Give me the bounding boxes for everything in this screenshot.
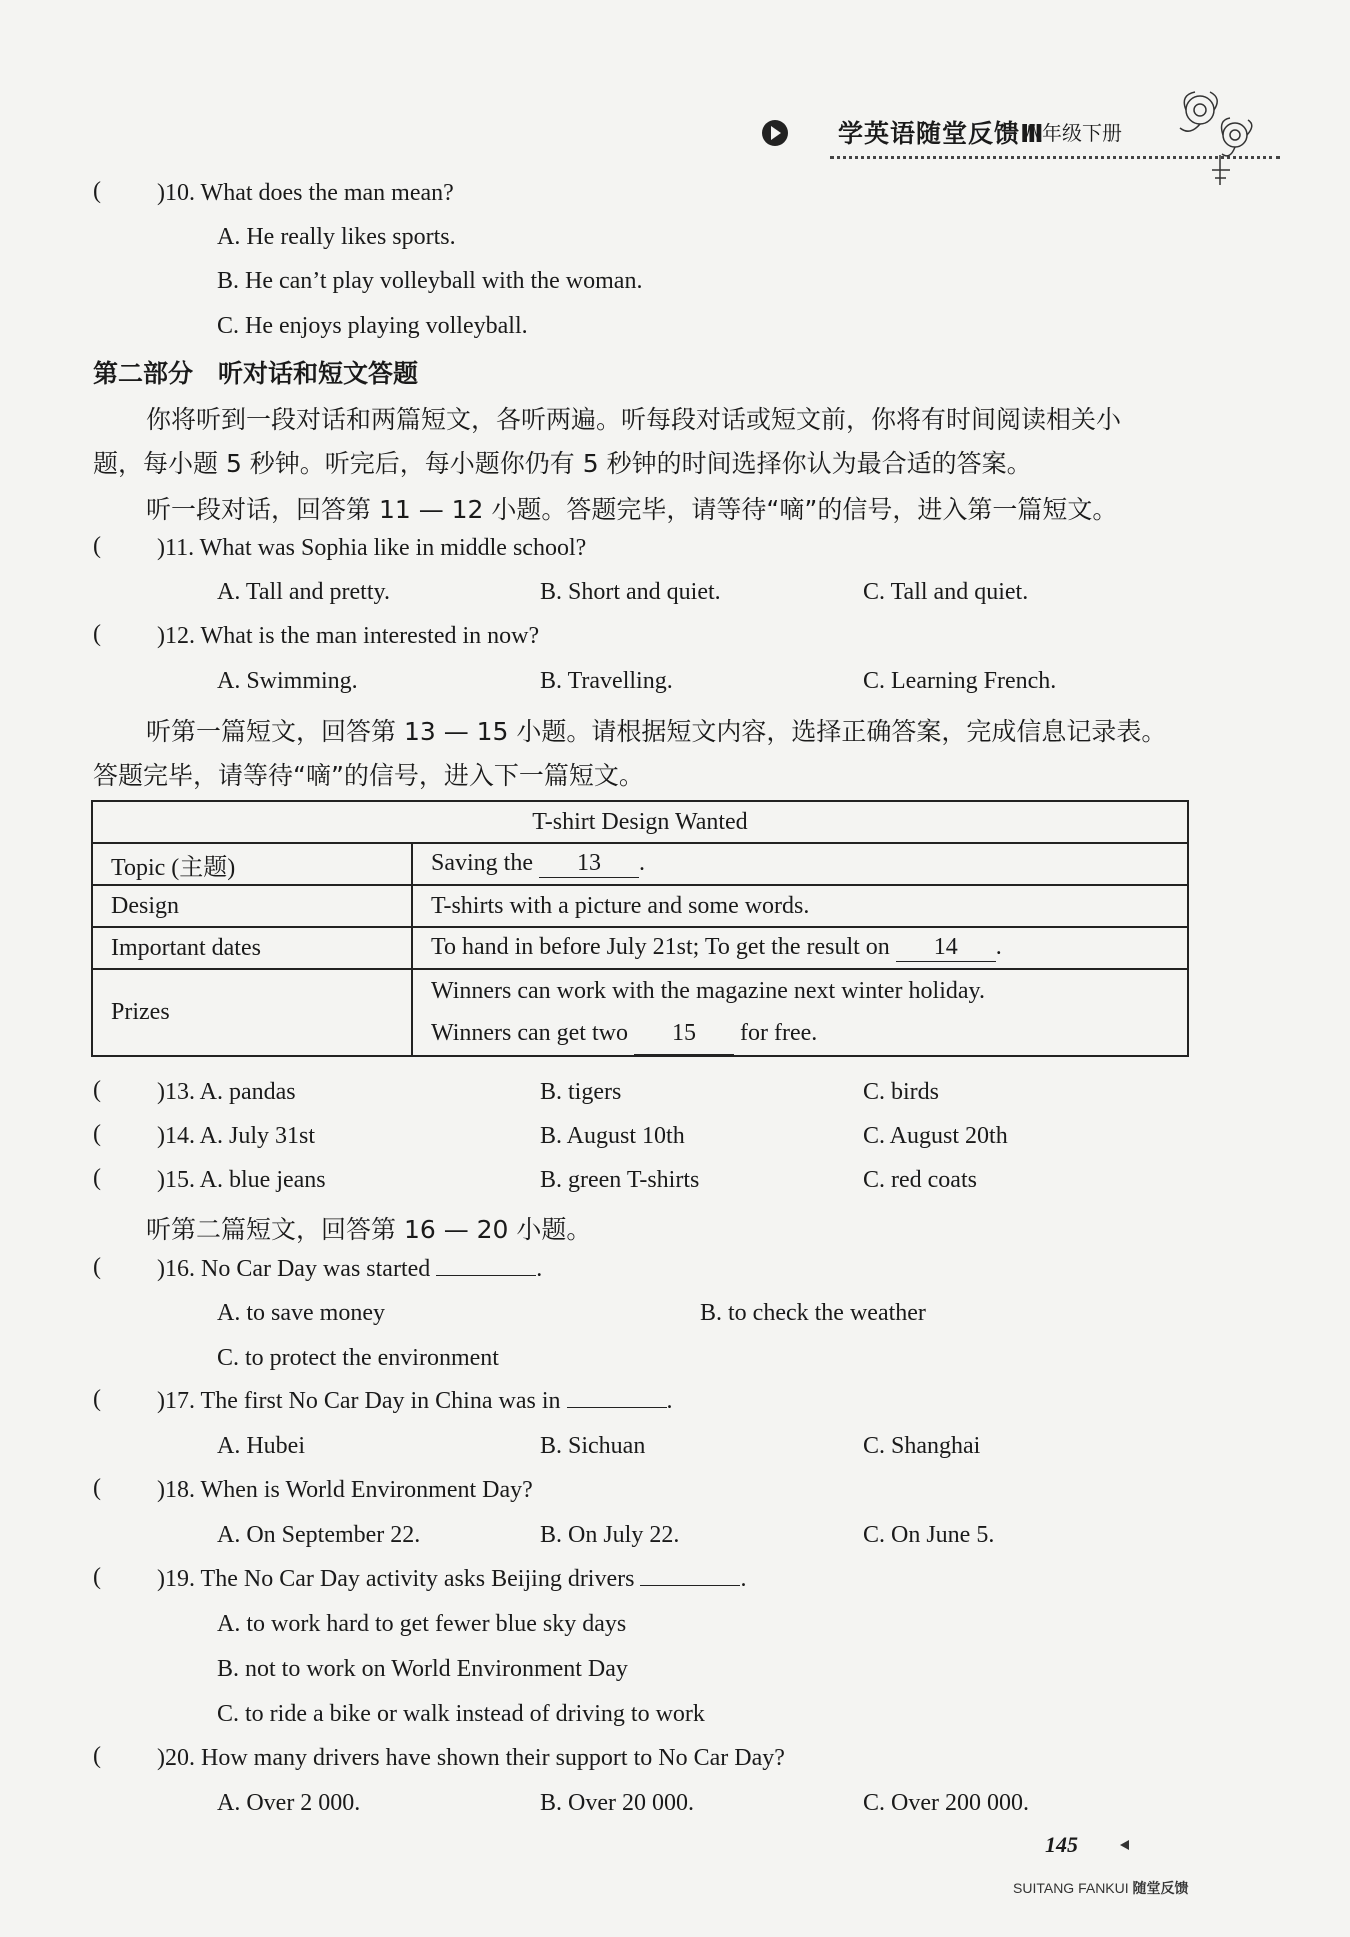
q18-option-b: B. On July 22. bbox=[540, 1522, 680, 1548]
dates-label: Important dates bbox=[111, 934, 261, 961]
q17-option-a: A. Hubei bbox=[217, 1433, 305, 1459]
part2-intro-line2: 题，每小题 5 秒钟。听完后，每小题你仍有 5 秒钟的时间选择你认为最合适的答案。 bbox=[93, 449, 1032, 478]
q16-period: . bbox=[536, 1256, 543, 1282]
passage2-instruction: 听第二篇短文，回答第 16 — 20 小题。 bbox=[146, 1215, 592, 1244]
answer-paren: ( bbox=[93, 533, 101, 559]
q16-option-a: A. to save money bbox=[217, 1300, 385, 1326]
dates-suffix: . bbox=[995, 934, 1002, 960]
dates-prefix: To hand in before July 21st; To get the result on bbox=[431, 934, 890, 960]
q17-stem: )17. The first No Car Day in China was in bbox=[157, 1388, 561, 1414]
answer-paren: ( bbox=[93, 1564, 101, 1590]
question-13: )13. A. pandas bbox=[157, 1079, 296, 1105]
question-12: )12. What is the man interested in now? bbox=[157, 623, 540, 649]
q10-option-b: B. He can’t play volleyball with the woman. bbox=[217, 268, 643, 294]
q19-option-a: A. to work hard to get fewer blue sky days bbox=[217, 1611, 627, 1637]
q19-option-b: B. not to work on World Environment Day bbox=[217, 1656, 628, 1682]
question-17 bbox=[157, 1386, 673, 1416]
page-header bbox=[760, 108, 1210, 158]
dialog-instruction: 听一段对话，回答第 11 — 12 小题。答题完毕，请等待“嘀”的信号，进入第一篇短文。 bbox=[146, 495, 1118, 524]
footer-brand bbox=[1013, 1878, 1189, 1898]
topic-prefix: Saving the bbox=[431, 850, 533, 876]
table-title: T-shirt Design Wanted bbox=[92, 801, 1188, 843]
part2-intro-line1: 你将听到一段对话和两篇短文，各听两遍。听每段对话或短文前，你将有时间阅读相关小 bbox=[146, 405, 1122, 434]
prizes-label: Prizes bbox=[111, 999, 170, 1025]
passage1-instruction-line2: 答题完毕，请等待“嘀”的信号，进入下一篇短文。 bbox=[93, 761, 644, 790]
table-row bbox=[92, 843, 1188, 885]
answer-paren: ( bbox=[93, 1121, 101, 1147]
table-row bbox=[92, 885, 1188, 927]
topic-label: Topic (主题) bbox=[111, 854, 236, 881]
table-title-row bbox=[92, 801, 1188, 843]
q12-option-c: C. Learning French. bbox=[863, 668, 1057, 694]
design-label: Design bbox=[111, 892, 179, 919]
q19-option-c: C. to ride a bike or walk instead of driving to work bbox=[217, 1701, 705, 1727]
q17-option-c: C. Shanghai bbox=[863, 1433, 981, 1459]
q16-option-c: C. to protect the environment bbox=[217, 1345, 499, 1371]
q15-option-b: B. green T-shirts bbox=[540, 1167, 700, 1193]
q18-option-a: A. On September 22. bbox=[217, 1522, 421, 1548]
q11-option-c: C. Tall and quiet. bbox=[863, 579, 1029, 605]
passage1-instruction-line1: 听第一篇短文，回答第 13 — 15 小题。请根据短文内容，选择正确答案，完成信息记录表。 bbox=[146, 717, 1167, 746]
prizes-prefix: Winners can get two bbox=[431, 1020, 628, 1046]
header-title: 学英语随堂反馈Ⅲ bbox=[838, 119, 1045, 148]
question-20: )20. How many drivers have shown their support to No Car Day? bbox=[157, 1745, 785, 1771]
answer-paren: ( bbox=[93, 1077, 101, 1103]
question-14: )14. A. July 31st bbox=[157, 1123, 316, 1149]
answer-paren: ( bbox=[93, 621, 101, 647]
question-19 bbox=[157, 1564, 746, 1594]
page-number: 145 bbox=[1045, 1832, 1078, 1857]
blank-15: 15 bbox=[634, 1012, 734, 1055]
footer-brand-cn: 随堂反馈 bbox=[1132, 1881, 1189, 1897]
q20-option-c: C. Over 200 000. bbox=[863, 1790, 1029, 1816]
design-value: T-shirts with a picture and some words. bbox=[431, 892, 810, 919]
q12-option-a: A. Swimming. bbox=[217, 668, 358, 694]
arrow-left-icon bbox=[1120, 1840, 1129, 1850]
answer-paren: ( bbox=[93, 1165, 101, 1191]
table-row bbox=[92, 927, 1188, 969]
q20-option-a: A. Over 2 000. bbox=[217, 1790, 361, 1816]
q19-stem: )19. The No Car Day activity asks Beijing drivers bbox=[157, 1566, 635, 1592]
info-record-table bbox=[91, 800, 1189, 1057]
topic-suffix: . bbox=[639, 850, 645, 876]
q10-option-a: A. He really likes sports. bbox=[217, 224, 456, 250]
blank-13: 13 bbox=[539, 850, 639, 878]
answer-paren: ( bbox=[93, 1475, 101, 1501]
q16-option-b: B. to check the weather bbox=[700, 1300, 926, 1326]
answer-paren: ( bbox=[93, 1254, 101, 1280]
q20-option-b: B. Over 20 000. bbox=[540, 1790, 694, 1816]
q14-option-c: C. August 20th bbox=[863, 1123, 1008, 1149]
q14-option-b: B. August 10th bbox=[540, 1123, 685, 1149]
question-15: )15. A. blue jeans bbox=[157, 1167, 326, 1193]
q16-blank bbox=[436, 1275, 536, 1276]
question-10: )10. What does the man mean? bbox=[157, 180, 454, 206]
answer-paren: ( bbox=[93, 1743, 101, 1769]
q10-option-c: C. He enjoys playing volleyball. bbox=[217, 313, 528, 339]
q17-option-b: B. Sichuan bbox=[540, 1433, 646, 1459]
q17-blank bbox=[567, 1407, 667, 1408]
question-18: )18. When is World Environment Day? bbox=[157, 1477, 533, 1503]
prizes-suffix: for free. bbox=[739, 1020, 818, 1046]
q13-option-c: C. birds bbox=[863, 1079, 940, 1105]
answer-paren: ( bbox=[93, 1386, 101, 1412]
q11-option-b: B. Short and quiet. bbox=[540, 579, 721, 605]
blank-14: 14 bbox=[896, 934, 996, 962]
prizes-line1: Winners can work with the magazine next winter holiday. bbox=[431, 978, 985, 1004]
q16-stem: )16. No Car Day was started bbox=[157, 1256, 431, 1282]
footer-brand-latin: SUITANG FANKUI bbox=[1013, 1880, 1129, 1896]
answer-paren: ( bbox=[93, 178, 101, 204]
header-subtitle: 八年级下册 bbox=[1022, 121, 1122, 145]
q19-period: . bbox=[740, 1566, 747, 1592]
table-row bbox=[92, 969, 1188, 1056]
q15-option-c: C. red coats bbox=[863, 1167, 977, 1193]
q13-option-b: B. tigers bbox=[540, 1079, 622, 1105]
q12-option-b: B. Travelling. bbox=[540, 668, 673, 694]
question-16 bbox=[157, 1254, 542, 1284]
q11-option-a: A. Tall and pretty. bbox=[217, 579, 390, 605]
q19-blank bbox=[640, 1585, 740, 1586]
q17-period: . bbox=[666, 1388, 673, 1414]
q18-option-c: C. On June 5. bbox=[863, 1522, 995, 1548]
part2-heading: 第二部分 听对话和短文答题 bbox=[93, 359, 419, 388]
question-11: )11. What was Sophia like in middle school? bbox=[157, 535, 587, 561]
flower-decoration-icon bbox=[1160, 80, 1270, 190]
